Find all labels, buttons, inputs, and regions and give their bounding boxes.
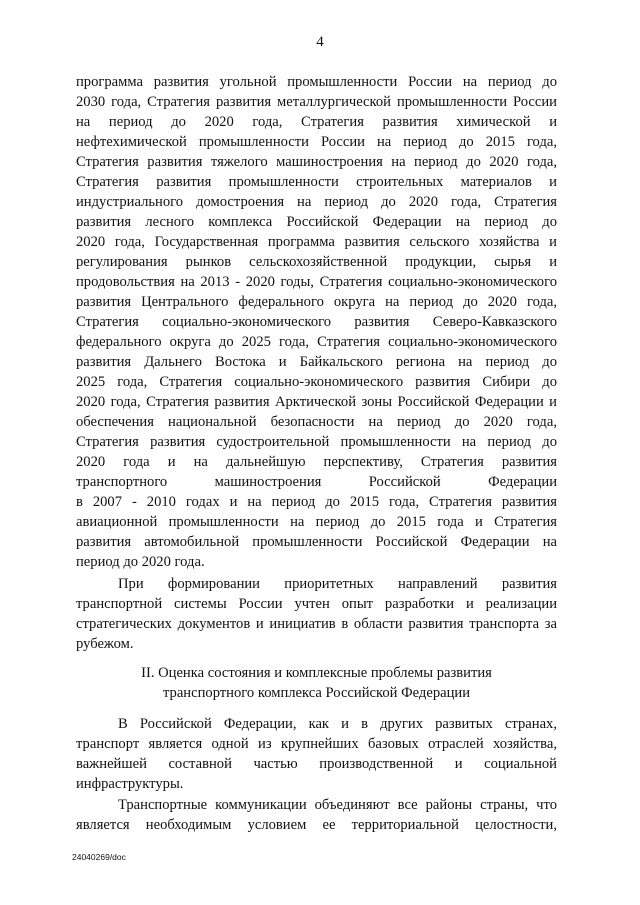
text-line: развития Центрального федерального округа на период до 2020 года, [76,294,557,310]
text-line: программа развития угольной промышленности России на период до [76,74,557,90]
text-line: Стратегия развития промышленности строительных материалов и [76,174,557,190]
page-number: 4 [316,34,324,50]
heading-line: II. Оценка состояния и комплексные проблемы развития [141,665,492,681]
text-line: важнейшей составной частью производственной и социальной [76,756,557,772]
text-line: обеспечения национальной безопасности на период до 2020 года, [76,414,557,430]
text-line: В Российской Федерации, как и в других развитых странах, [118,716,557,732]
text-line: 2020 года, Стратегия развития Арктической зоны Российской Федерации и [76,394,557,410]
text-line: транспортного машиностроения Российской Федерации [76,474,557,490]
text-line: транспортной системы России учтен опыт разработки и реализации [76,596,557,612]
text-line: Стратегия развития судостроительной промышленности на период до [76,434,557,450]
text-line: развития лесного комплекса Российской Федерации на период до [76,214,557,230]
text-line: федерального округа до 2025 года, Стратегия социально-экономического [76,334,557,350]
text-line: 2030 года, Стратегия развития металлургической промышленности России [76,94,557,110]
text-line: является необходимым условием ее территориальной целостности, [76,817,557,833]
text-line: в 2007 - 2010 годах и на период до 2015 года, Стратегия развития [76,494,557,510]
text-line: рубежом. [76,636,134,652]
text-line: на период до 2020 года, Стратегия развития химической и [76,114,557,130]
text-line: продовольствия на 2013 - 2020 годы, Стратегия социально-экономического [76,274,557,290]
text-line: нефтехимической промышленности России на период до 2015 года, [76,134,557,150]
text-line: 2020 года и на дальнейшую перспективу, Стратегия развития [76,454,557,470]
text-line: индустриального домостроения на период до 2020 года, Стратегия [76,194,557,210]
text-line: развития автомобильной промышленности Российской Федерации на [76,534,557,550]
text-line: При формировании приоритетных направлений развития [118,576,557,592]
section-heading [76,663,557,703]
text-line: развития Дальнего Востока и Байкальского региона на период до [76,354,557,370]
paragraph-transport-communications [76,795,557,835]
text-line: транспорт является одной из крупнейших базовых отраслей хозяйства, [76,736,557,752]
text-line: период до 2020 года. [76,554,205,570]
text-line: стратегических документов и инициатив в области развития транспорта за [76,616,557,632]
heading-line: транспортного комплекса Российской Федерации [162,685,471,701]
text-line: инфраструктуры. [76,776,184,792]
document-footer-id: 24040269/doc [72,852,126,862]
text-line: 2020 года, Государственная программа развития сельского хозяйства и [76,234,557,250]
paragraph-strategies-list [76,72,557,572]
text-line: авиационной промышленности на период до 2015 года и Стратегия [76,514,557,530]
text-line: Стратегия развития тяжелого машиностроения на период до 2020 года, [76,154,557,170]
paragraph-foreign-experience [76,574,557,654]
text-line: Стратегия социально-экономического развития Северо-Кавказского [76,314,557,330]
text-line: 2025 года, Стратегия социально-экономического развития Сибири до [76,374,557,390]
text-line: Транспортные коммуникации объединяют все районы страны, что [118,797,557,813]
text-line: регулирования рынков сельскохозяйственной продукции, сырья и [76,254,557,270]
paragraph-transport-role [76,714,557,794]
